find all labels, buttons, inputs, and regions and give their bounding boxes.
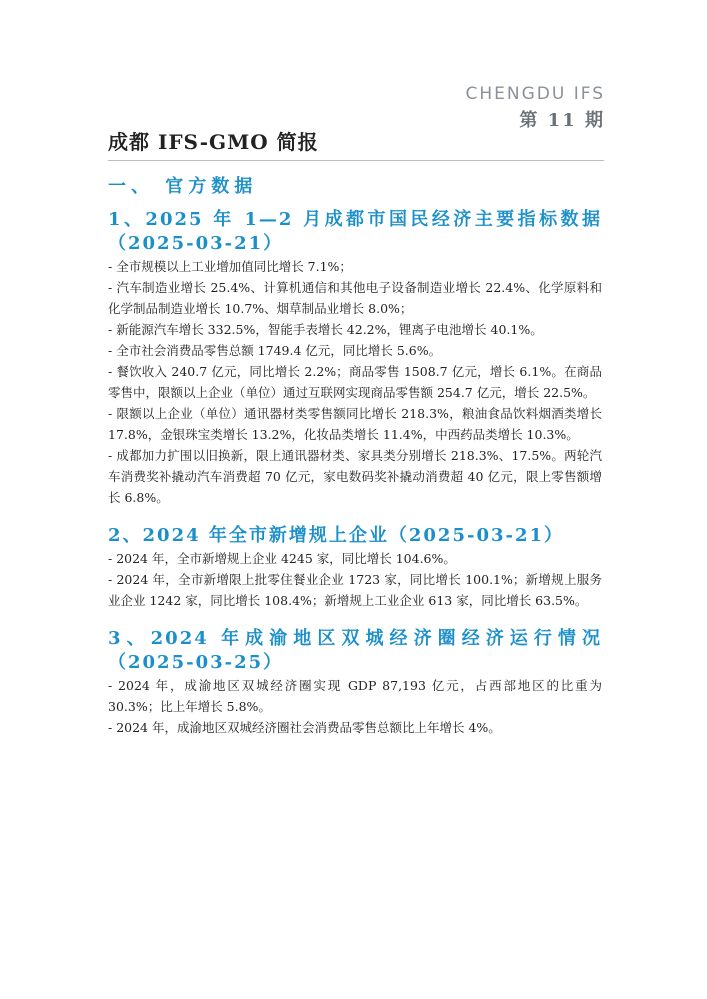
item-line: - 2024 年，全市新增限上批零住餐业企业 1723 家，同比增长 100.1%；新增规上服务业企业 1242 家，同比增长 108.4%；新增规上工业企业 613 家，同比增长 63.5%。	[108, 572, 602, 608]
news-item	[108, 627, 602, 738]
item-line: - 2024 年，成渝地区双城经济圈实现 GDP 87,193 亿元，占西部地区的比重为 30.3%；比上年增长 5.8%。	[108, 678, 602, 714]
item-title: 3、2024 年成渝地区双城经济圈经济运行情况（2025-03-25）	[108, 628, 602, 673]
item-line: - 全市规模以上工业增加值同比增长 7.1%；	[108, 259, 352, 274]
page-title: 成都 IFS-GMO 简报	[108, 130, 319, 154]
item-line: - 餐饮收入 240.7 亿元，同比增长 2.2%；商品零售 1508.7 亿元，增长 6.1%。在商品零售中，限额以上企业（单位）通过互联网实现商品零售额 254.7 亿元，增长 22.5%。	[108, 364, 602, 400]
item-line: - 2024 年，全市新增规上企业 4245 家，同比增长 104.6%。	[108, 551, 456, 566]
header-divider	[108, 160, 604, 161]
item-line: - 2024 年，成渝地区双城经济圈社会消费品零售总额比上年增长 4%。	[108, 720, 501, 735]
news-item	[108, 524, 602, 611]
brand-name: CHENGDU IFS	[465, 84, 605, 104]
item-title: 1、2025 年 1—2 月成都市国民经济主要指标数据（2025-03-21）	[108, 209, 602, 254]
item-line: - 全市社会消费品零售总额 1749.4 亿元，同比增长 5.6%。	[108, 343, 442, 358]
content-body	[108, 208, 602, 738]
item-line: - 限额以上企业（单位）通讯器材类零售额同比增长 218.3%，粮油食品饮料烟酒类增长 17.8%，金银珠宝类增长 13.2%，化妆品类增长 11.4%，中西药品类增长 10.3%。	[108, 406, 602, 442]
item-line: - 汽车制造业增长 25.4%、计算机通信和其他电子设备制造业增长 22.4%、化学原料和化学制品制造业增长 10.7%、烟草制品业增长 8.0%；	[108, 280, 602, 316]
item-line: - 新能源汽车增长 332.5%，智能手表增长 42.2%，锂离子电池增长 40.1%。	[108, 322, 543, 337]
item-title: 2、2024 年全市新增规上企业（2025-03-21）	[108, 525, 565, 546]
issue-number: 第 11 期	[519, 110, 605, 131]
item-line: - 成都加力扩围以旧换新，限上通讯器材类、家具类分别增长 218.3%、17.5%。两轮汽车消费奖补撬动汽车消费超 70 亿元，家电数码奖补撬动消费超 40 亿元，限上零售额增长 6.8%。	[108, 448, 602, 505]
section-heading: 一、 官方数据	[108, 176, 258, 197]
news-item	[108, 208, 602, 508]
